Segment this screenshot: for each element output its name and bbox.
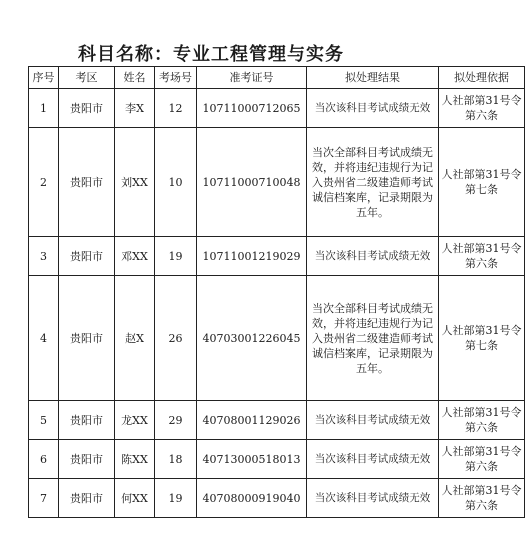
cell-basis: 人社部第31号令第七条 bbox=[439, 128, 525, 237]
cell-room: 18 bbox=[155, 440, 197, 479]
cell-name: 龙XX bbox=[115, 401, 155, 440]
cell-ticket: 10711000710048 bbox=[197, 128, 307, 237]
cell-no: 5 bbox=[29, 401, 59, 440]
cell-area: 贵阳市 bbox=[59, 89, 115, 128]
table-row bbox=[29, 89, 525, 128]
cell-result: 当次该科目考试成绩无效 bbox=[307, 401, 439, 440]
cell-basis: 人社部第31号令第六条 bbox=[439, 89, 525, 128]
cell-area: 贵阳市 bbox=[59, 128, 115, 237]
cell-no: 4 bbox=[29, 276, 59, 401]
cell-room: 19 bbox=[155, 479, 197, 518]
cell-no: 6 bbox=[29, 440, 59, 479]
cell-name: 何XX bbox=[115, 479, 155, 518]
cell-basis: 人社部第31号令第七条 bbox=[439, 276, 525, 401]
header-basis: 拟处理依据 bbox=[439, 67, 525, 89]
cell-result: 当次全部科目考试成绩无效，并将违纪违规行为记入贵州省二级建造师考试诚信档案库，记录期限为五年。 bbox=[307, 276, 439, 401]
cell-area: 贵阳市 bbox=[59, 237, 115, 276]
table-row bbox=[29, 440, 525, 479]
subject-title: 科目名称：专业工程管理与实务 bbox=[78, 44, 344, 65]
cell-no: 3 bbox=[29, 237, 59, 276]
table-row bbox=[29, 237, 525, 276]
cell-room: 19 bbox=[155, 237, 197, 276]
cell-ticket: 10711001219029 bbox=[197, 237, 307, 276]
table-body bbox=[29, 89, 525, 518]
header-ticket: 准考证号 bbox=[197, 67, 307, 89]
cell-room: 26 bbox=[155, 276, 197, 401]
cell-ticket: 40703001226045 bbox=[197, 276, 307, 401]
cell-ticket: 40713000518013 bbox=[197, 440, 307, 479]
table-row bbox=[29, 276, 525, 401]
table-row bbox=[29, 479, 525, 518]
cell-basis: 人社部第31号令第六条 bbox=[439, 479, 525, 518]
cell-result: 当次该科目考试成绩无效 bbox=[307, 479, 439, 518]
cell-room: 10 bbox=[155, 128, 197, 237]
cell-name: 邓XX bbox=[115, 237, 155, 276]
cell-name: 陈XX bbox=[115, 440, 155, 479]
cell-room: 12 bbox=[155, 89, 197, 128]
header-name: 姓名 bbox=[115, 67, 155, 89]
cell-result: 当次该科目考试成绩无效 bbox=[307, 237, 439, 276]
cell-basis: 人社部第31号令第六条 bbox=[439, 237, 525, 276]
cell-ticket: 40708000919040 bbox=[197, 479, 307, 518]
cell-basis: 人社部第31号令第六条 bbox=[439, 401, 525, 440]
cell-name: 刘XX bbox=[115, 128, 155, 237]
table-row bbox=[29, 401, 525, 440]
cell-basis: 人社部第31号令第六条 bbox=[439, 440, 525, 479]
header-result: 拟处理结果 bbox=[307, 67, 439, 89]
cell-result: 当次该科目考试成绩无效 bbox=[307, 89, 439, 128]
table-row bbox=[29, 128, 525, 237]
cell-area: 贵阳市 bbox=[59, 440, 115, 479]
cell-no: 7 bbox=[29, 479, 59, 518]
header-no: 序号 bbox=[29, 67, 59, 89]
cell-area: 贵阳市 bbox=[59, 276, 115, 401]
cell-ticket: 10711000712065 bbox=[197, 89, 307, 128]
cell-result: 当次该科目考试成绩无效 bbox=[307, 440, 439, 479]
cell-area: 贵阳市 bbox=[59, 401, 115, 440]
cell-no: 2 bbox=[29, 128, 59, 237]
cell-name: 李X bbox=[115, 89, 155, 128]
cell-no: 1 bbox=[29, 89, 59, 128]
cell-ticket: 40708001129026 bbox=[197, 401, 307, 440]
table-header-row bbox=[29, 67, 525, 89]
cell-area: 贵阳市 bbox=[59, 479, 115, 518]
cell-room: 29 bbox=[155, 401, 197, 440]
violation-table bbox=[28, 66, 525, 518]
header-room: 考场号 bbox=[155, 67, 197, 89]
header-area: 考区 bbox=[59, 67, 115, 89]
cell-result: 当次全部科目考试成绩无效，并将违纪违规行为记入贵州省二级建造师考试诚信档案库，记录期限为五年。 bbox=[307, 128, 439, 237]
cell-name: 赵X bbox=[115, 276, 155, 401]
